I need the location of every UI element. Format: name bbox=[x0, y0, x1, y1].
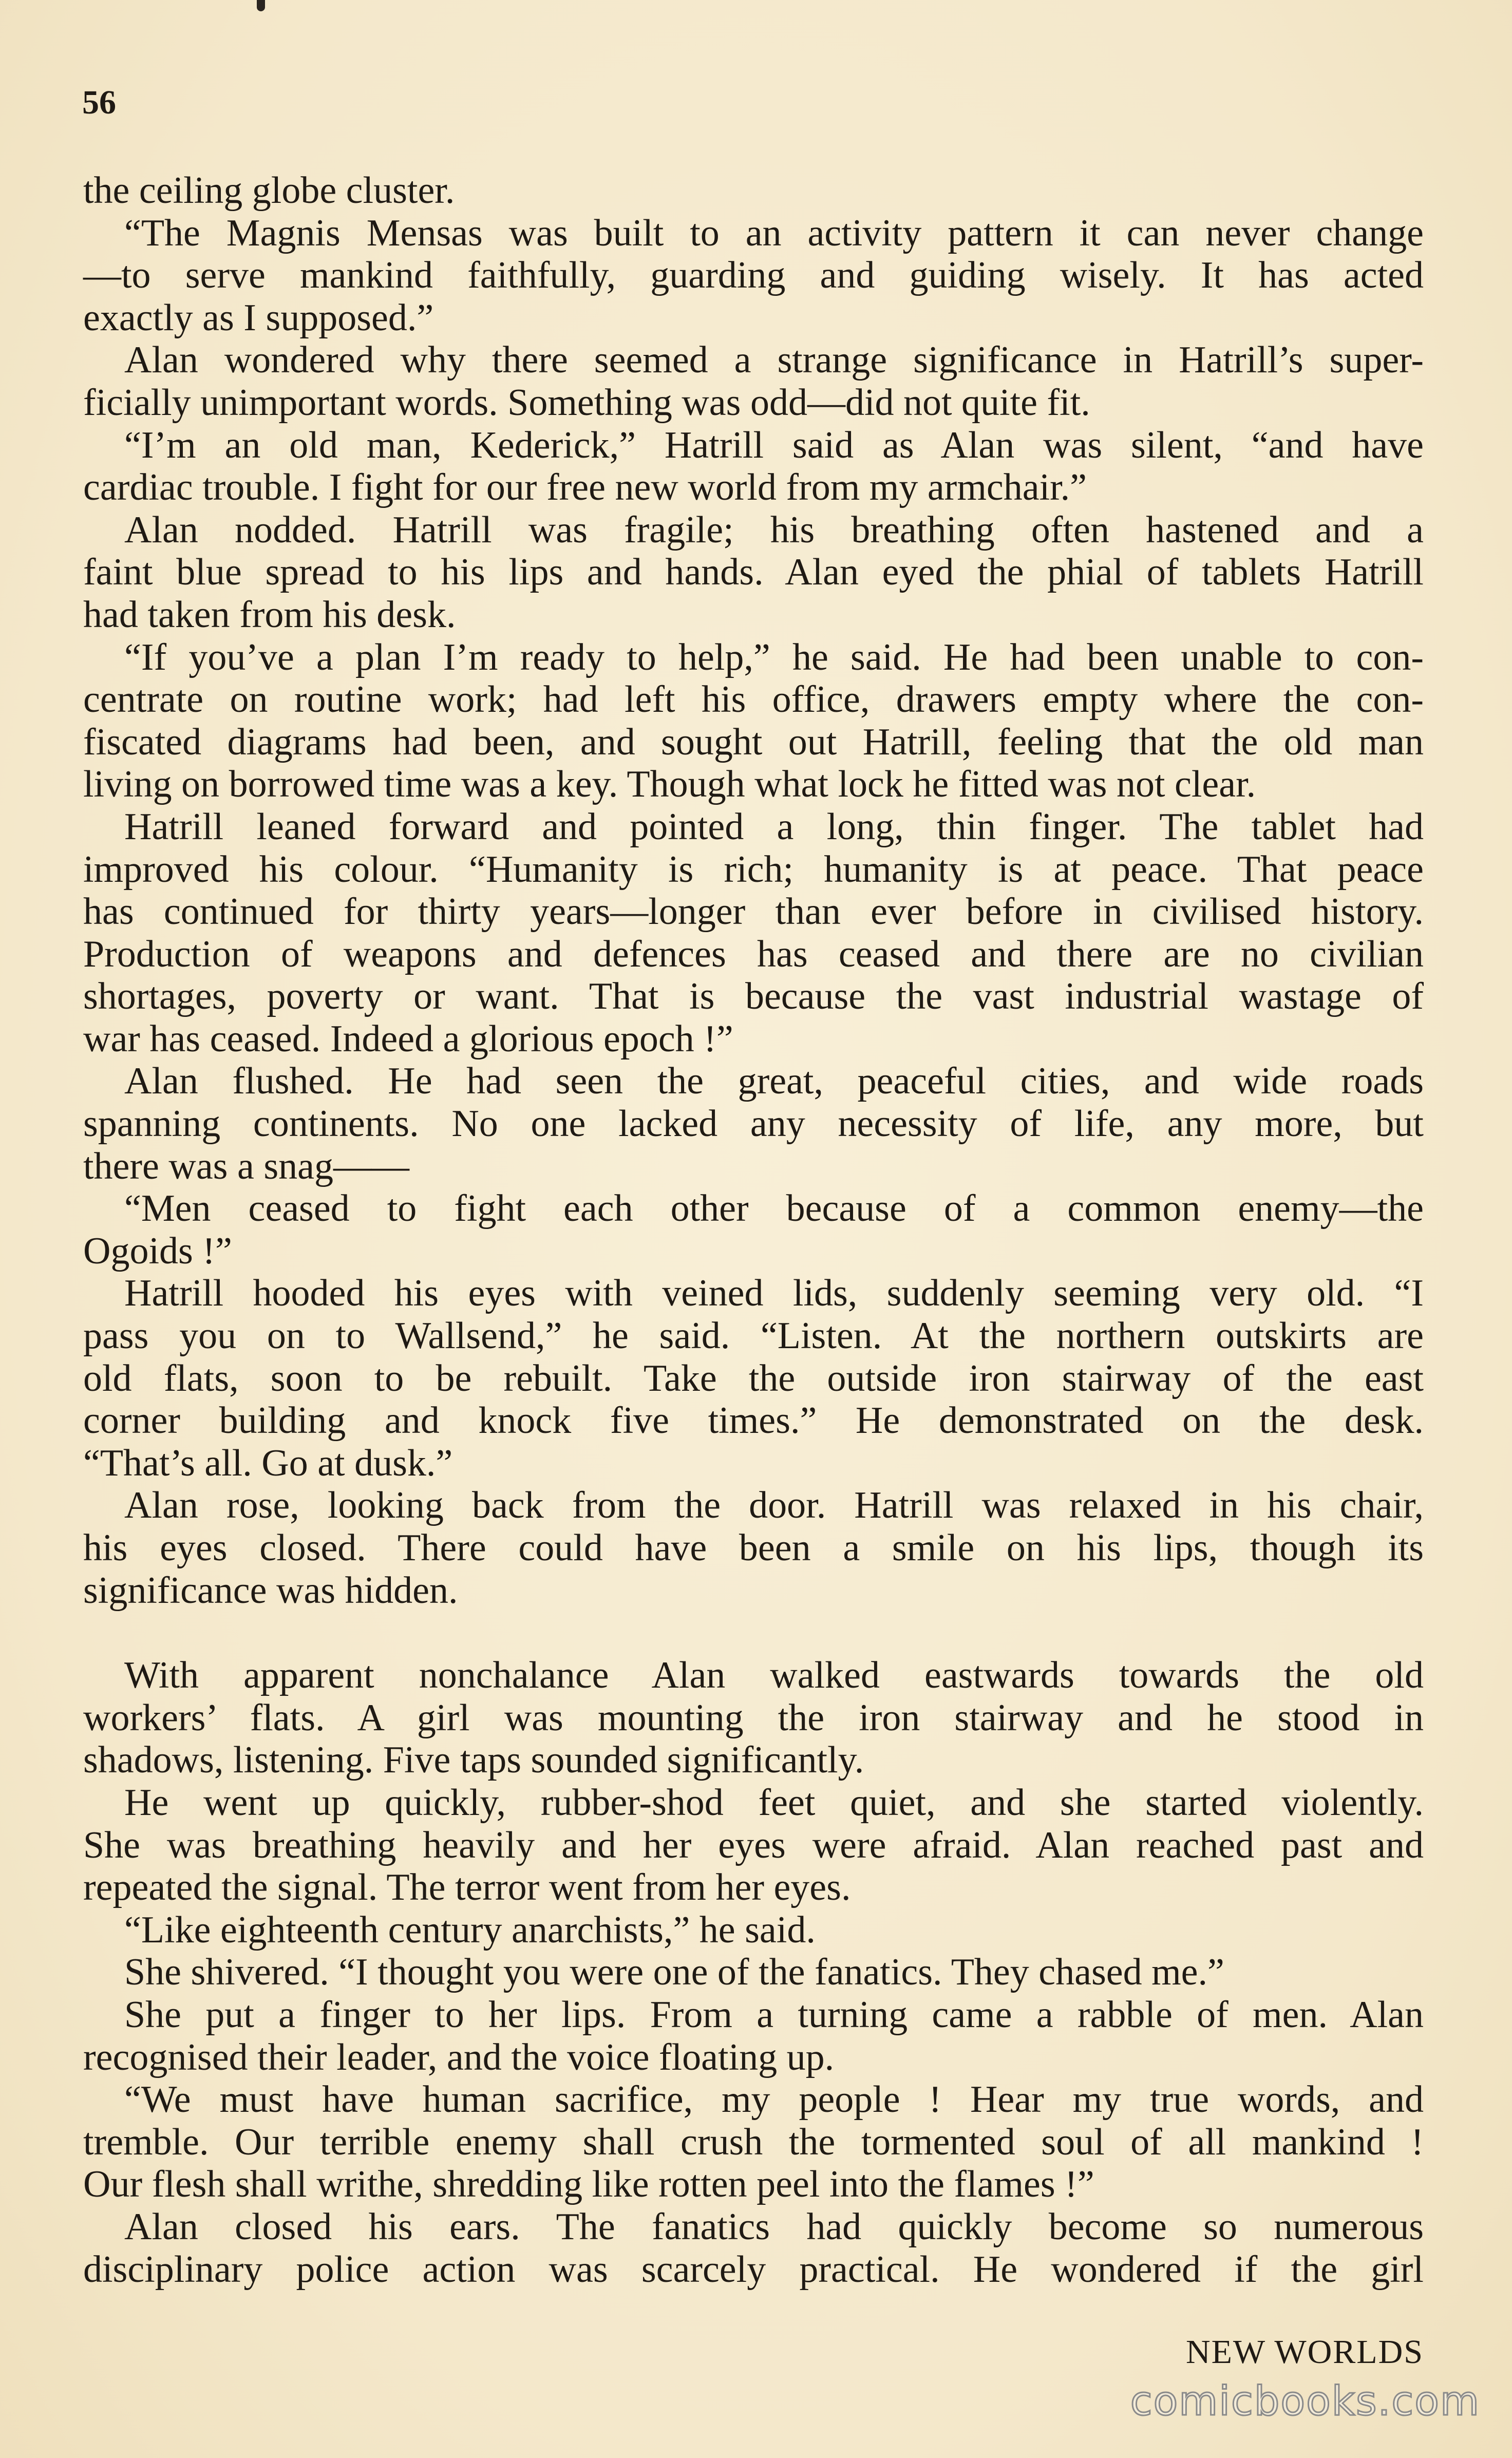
paragraph bbox=[83, 1951, 1424, 1994]
text-line: With apparent nonchalance Alan walked eastwards towards the old bbox=[124, 1654, 1424, 1697]
text-line: faint blue spread to his lips and hands. Alan eyed the phial of tablets Hatrill bbox=[83, 551, 1424, 594]
paragraph bbox=[83, 1272, 1424, 1484]
text-line: spanning continents. No one lacked any necessity of life, any more, but bbox=[83, 1103, 1424, 1145]
text-line: there was a snag—— bbox=[83, 1145, 409, 1187]
paragraph bbox=[83, 509, 1424, 636]
paragraph bbox=[83, 1654, 1424, 1782]
paragraph bbox=[83, 1909, 1424, 1952]
text-line: “The Magnis Mensas was built to an activity pattern it can never change bbox=[124, 212, 1424, 254]
text-line: exactly as I supposed.” bbox=[83, 296, 434, 339]
paragraph bbox=[83, 169, 1424, 212]
text-line: Alan rose, looking back from the door. Hatrill was relaxed in his chair, bbox=[124, 1484, 1424, 1527]
text-line: disciplinary police action was scarcely practical. He wondered if the girl bbox=[83, 2248, 1424, 2291]
paragraph bbox=[83, 1782, 1424, 1909]
paragraph bbox=[83, 1484, 1424, 1612]
text-line: living on borrowed time was a key. Though what lock he fitted was not clear. bbox=[83, 763, 1256, 806]
text-line: centrate on routine work; had left his office, drawers empty where the con- bbox=[83, 678, 1424, 721]
text-line: fiscated diagrams had been, and sought out Hatrill, feeling that the old man bbox=[83, 721, 1424, 763]
paragraph bbox=[83, 806, 1424, 1061]
magazine-title: NEW WORLDS bbox=[1185, 2333, 1424, 2371]
text-line: had taken from his desk. bbox=[83, 593, 456, 636]
story-text bbox=[83, 169, 1424, 2291]
text-line: shadows, listening. Five taps sounded significantly. bbox=[83, 1739, 864, 1782]
text-line: his eyes closed. There could have been a smile on his lips, though its bbox=[83, 1527, 1424, 1569]
paragraph bbox=[83, 1187, 1424, 1272]
paragraph bbox=[83, 212, 1424, 339]
paragraph bbox=[83, 1060, 1424, 1187]
text-line: Hatrill leaned forward and pointed a long, thin finger. The tablet had bbox=[124, 805, 1424, 848]
text-line: “Men ceased to fight each other because of a common enemy—the bbox=[124, 1187, 1424, 1230]
paragraph bbox=[83, 339, 1424, 424]
text-line: tremble. Our terrible enemy shall crush the tormented soul of all mankind ! bbox=[83, 2121, 1424, 2163]
text-line: has continued for thirty years—longer than ever before in civilised history. bbox=[83, 891, 1424, 933]
text-line: Our flesh shall writhe, shredding like rotten peel into the flames !” bbox=[83, 2163, 1094, 2206]
text-line: ficially unimportant words. Something was odd—did not quite fit. bbox=[83, 381, 1090, 424]
text-line: improved his colour. “Humanity is rich; humanity is at peace. That peace bbox=[83, 848, 1424, 891]
site-watermark: comicbooks.com bbox=[1130, 2378, 1480, 2425]
paragraph bbox=[83, 1994, 1424, 2078]
text-line: recognised their leader, and the voice floating up. bbox=[83, 2036, 835, 2078]
text-line: Production of weapons and defences has ceased and there are no civilian bbox=[83, 933, 1424, 975]
page-number: 56 bbox=[82, 84, 116, 121]
text-line: shortages, poverty or want. That is because the vast industrial wastage of bbox=[83, 975, 1424, 1018]
text-line: He went up quickly, rubber-shod feet quiet, and she started violently. bbox=[124, 1781, 1424, 1824]
text-line: “If you’ve a plan I’m ready to help,” he said. He had been unable to con- bbox=[124, 636, 1424, 678]
text-line: corner building and knock five times.” He demonstrated on the desk. bbox=[83, 1400, 1424, 1442]
text-line: Ogoids !” bbox=[83, 1230, 232, 1272]
text-line: Alan wondered why there seemed a strange significance in Hatrill’s super- bbox=[124, 339, 1424, 382]
text-line: She put a finger to her lips. From a turning came a rabble of men. Alan bbox=[124, 1993, 1424, 2036]
text-line: workers’ flats. A girl was mounting the iron stairway and he stood in bbox=[83, 1696, 1424, 1739]
text-line: Hatrill hooded his eyes with veined lids, suddenly seeming very old. “I bbox=[124, 1272, 1424, 1315]
text-line: pass you on to Wallsend,” he said. “Listen. At the northern outskirts are bbox=[83, 1315, 1424, 1357]
paragraph bbox=[83, 424, 1424, 509]
text-line: She shivered. “I thought you were one of the fanatics. They chased me.” bbox=[124, 1951, 1224, 1994]
text-line: She was breathing heavily and her eyes were afraid. Alan reached past and bbox=[83, 1824, 1424, 1866]
text-line: the ceiling globe cluster. bbox=[83, 169, 455, 212]
text-line: Alan closed his ears. The fanatics had quickly become so numerous bbox=[124, 2205, 1424, 2248]
section-break bbox=[83, 1612, 1424, 1654]
text-line: “Like eighteenth century anarchists,” he said. bbox=[124, 1908, 816, 1951]
text-line: repeated the signal. The terror went from her eyes. bbox=[83, 1866, 851, 1909]
text-line: “I’m an old man, Kederick,” Hatrill said as Alan was silent, “and have bbox=[124, 424, 1424, 466]
text-line: “That’s all. Go at dusk.” bbox=[83, 1442, 453, 1484]
text-line: Alan flushed. He had seen the great, peaceful cities, and wide roads bbox=[124, 1060, 1424, 1103]
text-line: Alan nodded. Hatrill was fragile; his breathing often hastened and a bbox=[124, 508, 1424, 551]
text-line: cardiac trouble. I fight for our free new world from my armchair.” bbox=[83, 466, 1087, 509]
paragraph bbox=[83, 2078, 1424, 2206]
text-line: —to serve mankind faithfully, guarding and guiding wisely. It has acted bbox=[83, 254, 1424, 297]
text-line: old flats, soon to be rebuilt. Take the outside iron stairway of the east bbox=[83, 1357, 1424, 1400]
text-line: “We must have human sacrifice, my people ! Hear my true words, and bbox=[124, 2078, 1424, 2121]
text-line: significance was hidden. bbox=[83, 1569, 458, 1612]
paragraph bbox=[83, 636, 1424, 806]
print-mark bbox=[257, 0, 265, 11]
text-line: war has ceased. Indeed a glorious epoch !” bbox=[83, 1017, 733, 1060]
paragraph bbox=[83, 2206, 1424, 2291]
